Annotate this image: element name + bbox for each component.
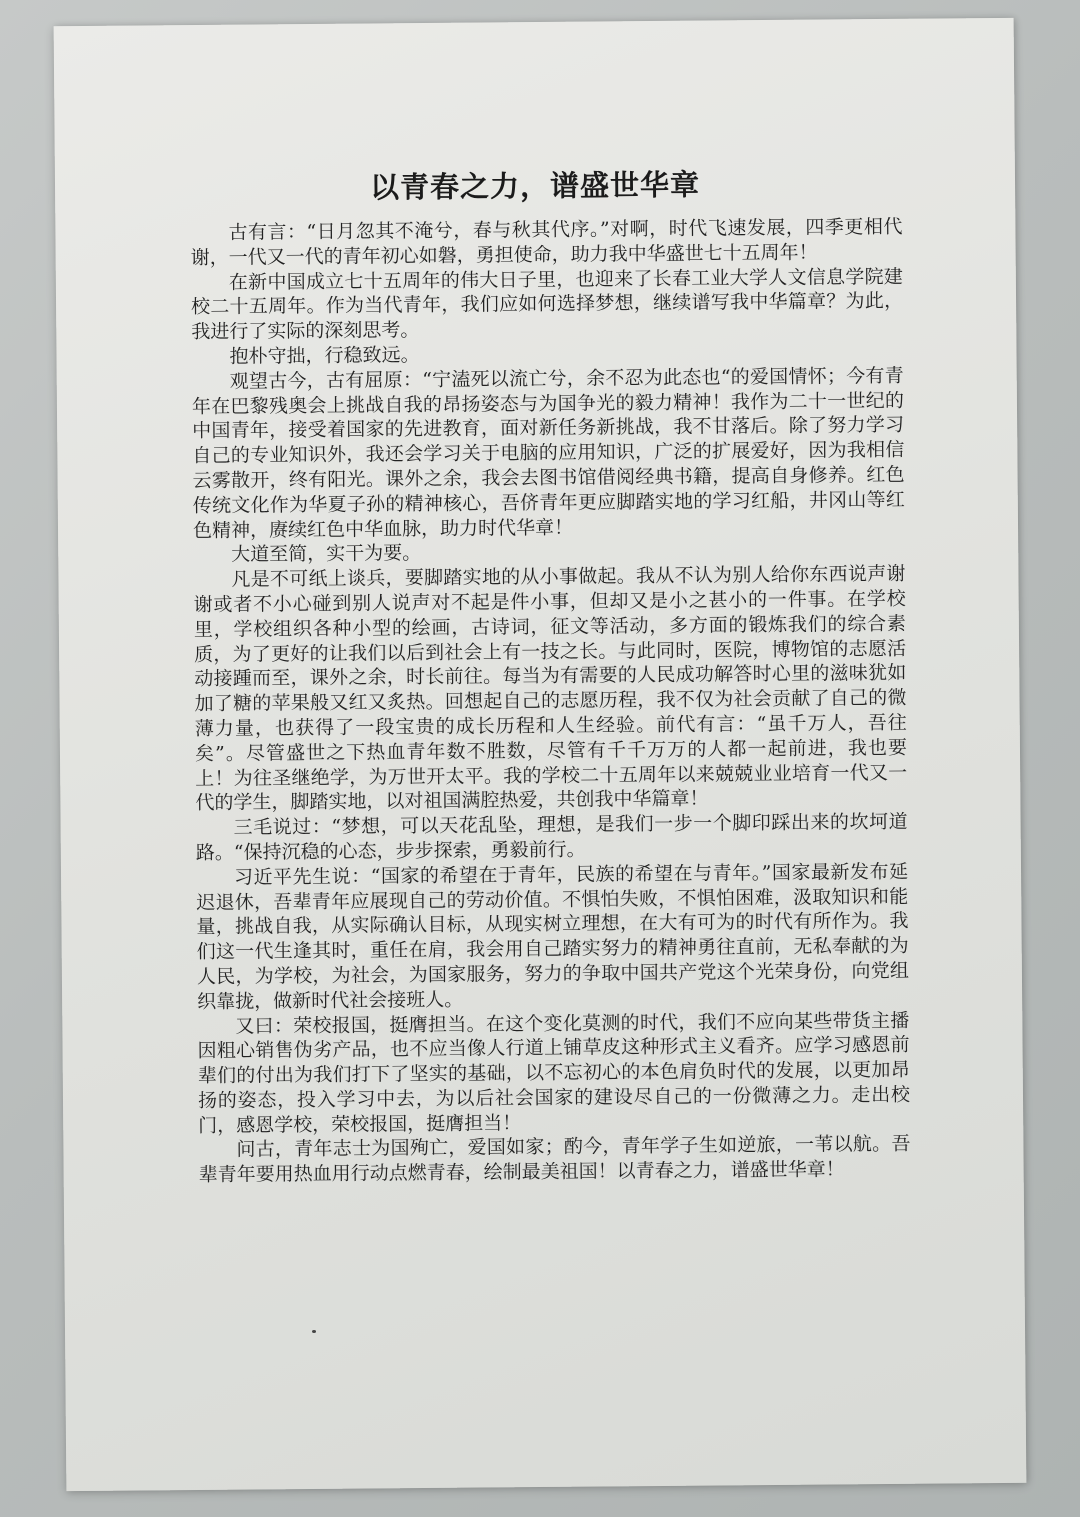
paragraph: 抱朴守拙，行稳致远。 [229, 344, 420, 368]
paragraph: 在新中国成立七十五周年的伟大日子里，也迎来了长春工业大学人文信息学院建校二十五周年。作为当代青年，我们应如何选择梦想，继续谱写我中华篇章？为此，我进行了实际的深刻思考。 [190, 265, 904, 344]
paragraph: 古有言：“日月忽其不淹兮，春与秋其代序。”对啊，时代飞速发展，四季更相代谢，一代又一代的青年初心如磐，勇担使命，助力我中华盛世七十五周年！ [190, 215, 903, 269]
document-body [190, 215, 910, 1188]
ink-speck [312, 1330, 316, 1333]
paragraph: 凡是不可纸上谈兵，要脚踏实地的从小事做起。我从不认为别人给你东西说声谢谢或者不小心碰到别人说声对不起是件小事，但却又是小之甚小的一件事。在学校里，学校组织各种小型的绘画，古诗词，征文等活动，多方面的锻炼我们的综合素质，为了更好的让我们以后到社会上有一技之长。与此同时，医院，博物馆的志愿活动接踵而至，课外之余，时长前往。每当为有需要的人民成功解答时心里的滋味犹如加了糖的苹果般又红又炙热。回想起自己的志愿历程，我不仅为社会贡献了自己的微薄力量，也获得了一段宝贵的成长历程和人生经验。前代有言：“虽千万人，吾往矣”。尽管盛世之下热血青年数不胜数，尽管有千千万万的人都一起前进，我也要上！为往圣继绝学，为万世开太平。我的学校二十五周年以来兢兢业业培育一代又一代的学生，脚踏实地，以对祖国满腔热爱，共创我中华篇章！ [193, 562, 908, 815]
paragraph: 习近平先生说：“国家的希望在于青年，民族的希望在与青年。”国家最新发布延迟退休，吾辈青年应展现自己的劳动价值。不惧怕失败，不惧怕困难，汲取知识和能量，挑战自我，从实际确认目标，从现实树立理想，在大有可为的时代有所作为。我们这一代生逢其时，重任在肩，我会用自己踏实努力的精神勇往直前，无私奉献的为人民，为学校，为社会，为国家服务，努力的争取中国共产党这个光荣身份，向党组织靠拢，做新时代社会接班人。 [196, 860, 909, 1013]
paragraph: 三毛说过：“梦想，可以天花乱坠，理想，是我们一步一个脚印踩出来的坎坷道路。“保持沉稳的心态，步步探索，勇毅前行。 [195, 810, 908, 864]
document-page [54, 18, 1027, 1491]
paragraph: 大道至简，实干为要。 [231, 542, 422, 567]
document-title: 以青春之力，谱盛世华章 [369, 167, 701, 205]
paragraph: 又曰：荣校报国，挺膺担当。在这个变化莫测的时代，我们不应向某些带货主播因粗心销售伪劣产品，也不应当像人行道上铺草皮这种形式主义看齐。应学习感恩前辈们的付出为我们打下了坚实的基础，以不忘初心的本色肩负时代的发展，以更加昂扬的姿态，投入学习中去，为以后社会国家的建设尽自己的一份微薄之力。走出校门，感恩学校，荣校报国，挺膺担当！ [197, 1009, 911, 1137]
paragraph: 问古，青年志士为国殉亡，爱国如家；酌今，青年学子生如逆旅，一苇以航。吾辈青年要用热血用行动点燃青春，绘制最美祖国！以青春之力，谱盛世华章！ [198, 1133, 911, 1187]
paragraph: 观望古今，古有屈原：“宁溘死以流亡兮，余不忍为此态也“的爱国情怀；今有青年在巴黎残奥会上挑战自我的昂扬姿态与为国争光的毅力精神！我作为二十一世纪的中国青年，接受着国家的先进教育，面对新任务新挑战，我不甘落后。除了努力学习自己的专业知识外，我还会学习关于电脑的应用知识，广泛的扩展爱好，因为我相信云雾散开，终有阳光。课外之余，我会去图书馆借阅经典书籍，提高自身修养。红色传统文化作为华夏子孙的精神核心，吾侪青年更应脚踏实地的学习红船，井冈山等红色精神，赓续红色中华血脉，助力时代华章！ [191, 364, 905, 542]
